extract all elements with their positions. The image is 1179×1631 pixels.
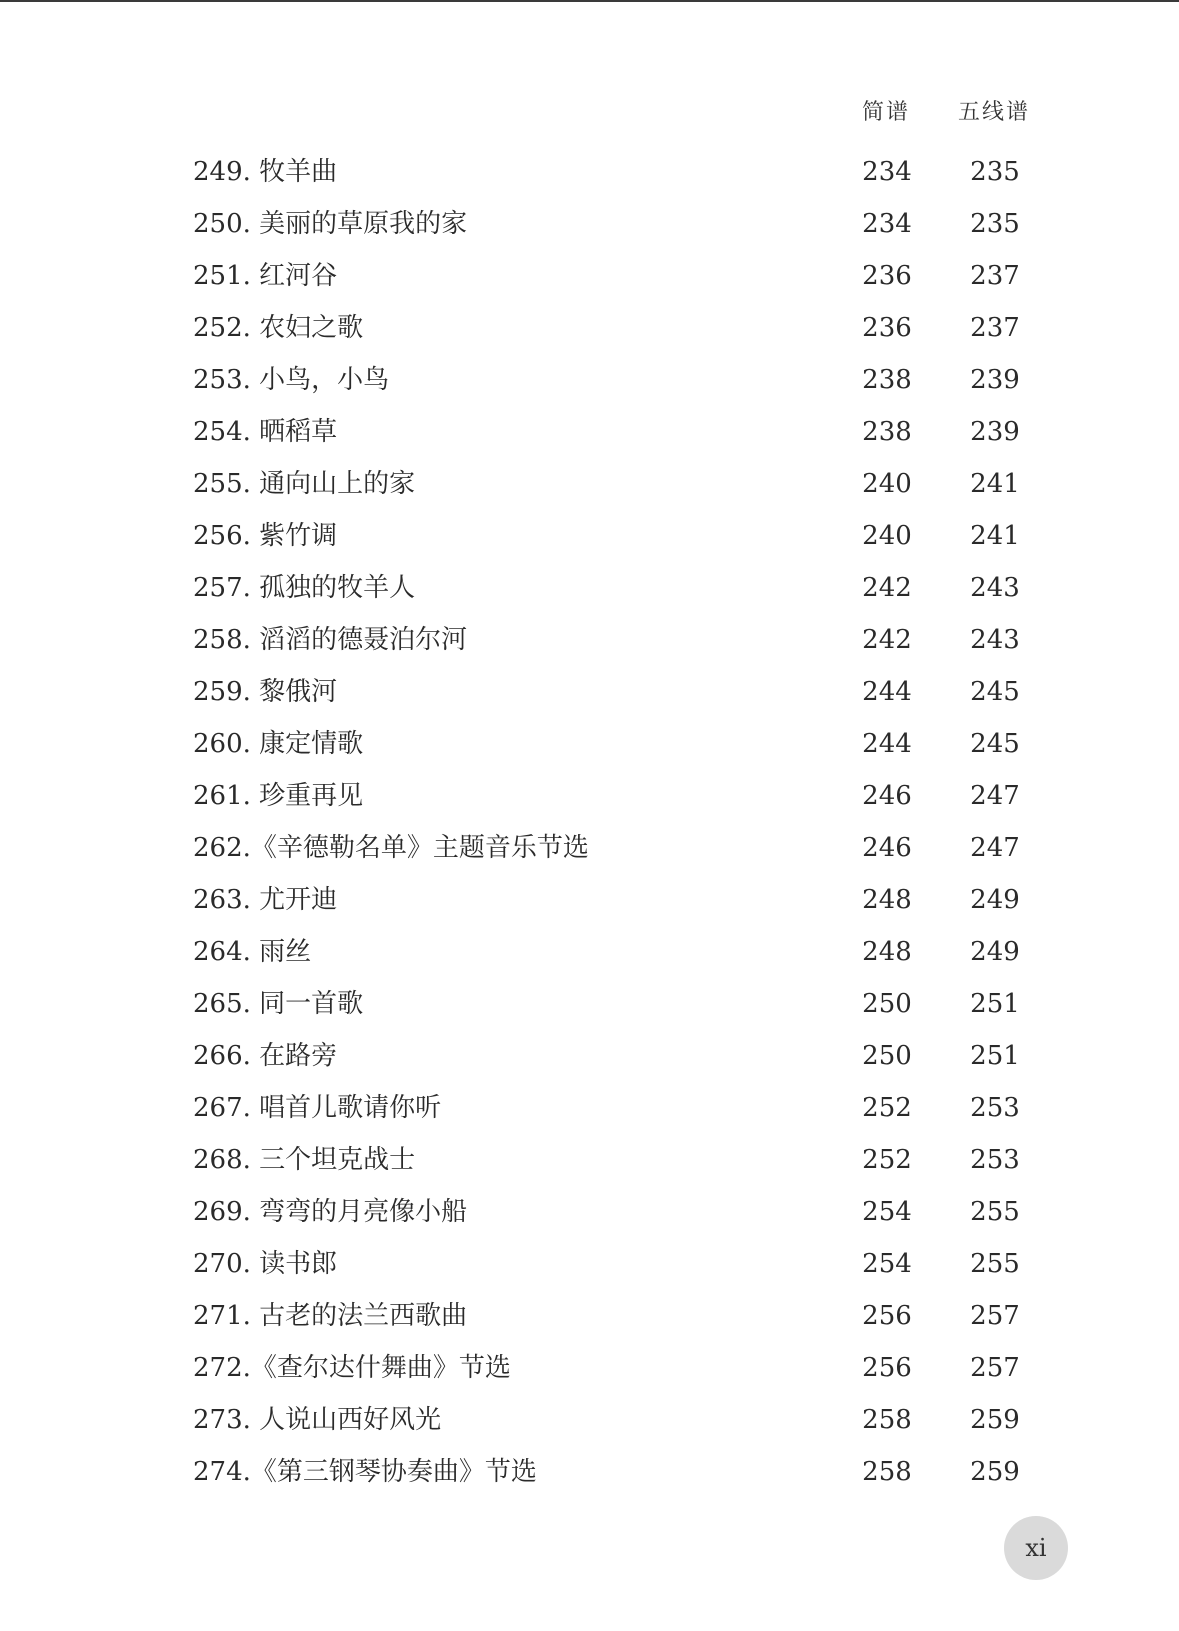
toc-entry-wuxianpu-page: 249 xyxy=(970,885,1020,915)
toc-entry[interactable] xyxy=(0,614,1179,666)
toc-entry[interactable] xyxy=(0,926,1179,978)
toc-entry[interactable] xyxy=(0,978,1179,1030)
toc-entry-title: 256. 紫竹调 xyxy=(193,521,338,551)
toc-entry-wuxianpu-page: 253 xyxy=(970,1093,1020,1123)
column-header-wuxianpu: 五线谱 xyxy=(958,100,1031,125)
toc-entry-title: 249. 牧羊曲 xyxy=(193,157,338,187)
toc-entry-title: 262.《辛德勒名单》主题音乐节选 xyxy=(193,833,589,863)
toc-entry-wuxianpu-page: 237 xyxy=(970,313,1020,343)
toc-entry-wuxianpu-page: 255 xyxy=(970,1197,1020,1227)
toc-entry[interactable] xyxy=(0,250,1179,302)
toc-entry-title: 263. 尤开迪 xyxy=(193,885,338,915)
toc-entry-wuxianpu-page: 259 xyxy=(970,1457,1020,1487)
toc-entry-wuxianpu-page: 251 xyxy=(970,989,1020,1019)
toc-entry[interactable] xyxy=(0,1030,1179,1082)
toc-entry[interactable] xyxy=(0,1446,1179,1498)
toc-entry-jianpu-page: 234 xyxy=(862,157,912,187)
toc-entry-title: 255. 通向山上的家 xyxy=(193,469,416,499)
toc-entry[interactable] xyxy=(0,1134,1179,1186)
toc-entry[interactable] xyxy=(0,874,1179,926)
toc-entry-jianpu-page: 256 xyxy=(862,1301,912,1331)
toc-entry[interactable] xyxy=(0,458,1179,510)
toc-entry-jianpu-page: 236 xyxy=(862,313,912,343)
toc-entry-wuxianpu-page: 255 xyxy=(970,1249,1020,1279)
toc-entry-jianpu-page: 254 xyxy=(862,1249,912,1279)
toc-entry-wuxianpu-page: 251 xyxy=(970,1041,1020,1071)
toc-entry-wuxianpu-page: 243 xyxy=(970,573,1020,603)
toc-entry-title: 253. 小鸟，小鸟 xyxy=(193,365,390,395)
toc-entry-wuxianpu-page: 235 xyxy=(970,157,1020,187)
toc-entry-title: 270. 读书郎 xyxy=(193,1249,338,1279)
toc-entry-title: 257. 孤独的牧羊人 xyxy=(193,573,416,603)
toc-entry[interactable] xyxy=(0,562,1179,614)
toc-entry-jianpu-page: 240 xyxy=(862,469,912,499)
toc-entry[interactable] xyxy=(0,1238,1179,1290)
toc-entry-jianpu-page: 234 xyxy=(862,209,912,239)
toc-entry-title: 252. 农妇之歌 xyxy=(193,313,364,343)
toc-entry-wuxianpu-page: 235 xyxy=(970,209,1020,239)
toc-entry[interactable] xyxy=(0,666,1179,718)
toc-entry-jianpu-page: 244 xyxy=(862,729,912,759)
toc-entry-title: 272.《查尔达什舞曲》节选 xyxy=(193,1353,511,1383)
toc-entry[interactable] xyxy=(0,1394,1179,1446)
toc-entry-jianpu-page: 258 xyxy=(862,1457,912,1487)
toc-entry-jianpu-page: 246 xyxy=(862,781,912,811)
toc-entry-wuxianpu-page: 237 xyxy=(970,261,1020,291)
toc-entry-title: 271. 古老的法兰西歌曲 xyxy=(193,1301,468,1331)
toc-entry-jianpu-page: 250 xyxy=(862,989,912,1019)
toc-entry-title: 267. 唱首儿歌请你听 xyxy=(193,1093,442,1123)
toc-entry-jianpu-page: 244 xyxy=(862,677,912,707)
toc-entry-title: 274.《第三钢琴协奏曲》节选 xyxy=(193,1457,537,1487)
toc-entry-jianpu-page: 242 xyxy=(862,573,912,603)
toc-entry-wuxianpu-page: 249 xyxy=(970,937,1020,967)
toc-entry[interactable] xyxy=(0,1290,1179,1342)
toc-entry-title: 265. 同一首歌 xyxy=(193,989,364,1019)
toc-entry-wuxianpu-page: 257 xyxy=(970,1353,1020,1383)
toc-entry-title: 273. 人说山西好风光 xyxy=(193,1405,442,1435)
toc-entry-jianpu-page: 250 xyxy=(862,1041,912,1071)
toc-entry-wuxianpu-page: 239 xyxy=(970,365,1020,395)
toc-entry-wuxianpu-page: 253 xyxy=(970,1145,1020,1175)
toc-entry[interactable] xyxy=(0,770,1179,822)
toc-entry-wuxianpu-page: 247 xyxy=(970,781,1020,811)
toc-entry-wuxianpu-page: 259 xyxy=(970,1405,1020,1435)
toc-entry-jianpu-page: 238 xyxy=(862,417,912,447)
toc-entry-title: 250. 美丽的草原我的家 xyxy=(193,209,468,239)
toc-entry-jianpu-page: 252 xyxy=(862,1145,912,1175)
top-border-rule xyxy=(0,0,1179,2)
toc-entry-jianpu-page: 248 xyxy=(862,885,912,915)
toc-entry-jianpu-page: 254 xyxy=(862,1197,912,1227)
toc-entry-title: 269. 弯弯的月亮像小船 xyxy=(193,1197,468,1227)
toc-entry[interactable] xyxy=(0,1186,1179,1238)
toc-entry-title: 251. 红河谷 xyxy=(193,261,338,291)
column-headers xyxy=(0,96,1179,130)
toc-entry[interactable] xyxy=(0,510,1179,562)
toc-entry-title: 261. 珍重再见 xyxy=(193,781,364,811)
toc-entry-title: 260. 康定情歌 xyxy=(193,729,364,759)
toc-entry-jianpu-page: 248 xyxy=(862,937,912,967)
toc-entry-wuxianpu-page: 245 xyxy=(970,677,1020,707)
toc-entry-title: 254. 晒稻草 xyxy=(193,417,338,447)
toc-entry[interactable] xyxy=(0,146,1179,198)
toc-entry[interactable] xyxy=(0,354,1179,406)
toc-entry-title: 264. 雨丝 xyxy=(193,937,312,967)
toc-entry-jianpu-page: 246 xyxy=(862,833,912,863)
toc-entry-title: 268. 三个坦克战士 xyxy=(193,1145,416,1175)
column-header-jianpu: 简谱 xyxy=(862,100,911,125)
toc-entry-jianpu-page: 240 xyxy=(862,521,912,551)
toc-entry-jianpu-page: 258 xyxy=(862,1405,912,1435)
toc-entry-jianpu-page: 256 xyxy=(862,1353,912,1383)
toc-entry[interactable] xyxy=(0,1082,1179,1134)
toc-entry-wuxianpu-page: 241 xyxy=(970,521,1020,551)
toc-entry[interactable] xyxy=(0,406,1179,458)
toc-entry-wuxianpu-page: 257 xyxy=(970,1301,1020,1331)
toc-entry-wuxianpu-page: 241 xyxy=(970,469,1020,499)
toc-entry-jianpu-page: 252 xyxy=(862,1093,912,1123)
toc-entry[interactable] xyxy=(0,718,1179,770)
table-of-contents-list xyxy=(0,146,1179,1498)
toc-entry-wuxianpu-page: 243 xyxy=(970,625,1020,655)
page-number-badge: xi xyxy=(1004,1516,1068,1580)
toc-entry[interactable] xyxy=(0,1342,1179,1394)
toc-entry-wuxianpu-page: 247 xyxy=(970,833,1020,863)
toc-entry-wuxianpu-page: 239 xyxy=(970,417,1020,447)
toc-entry-title: 266. 在路旁 xyxy=(193,1041,338,1071)
toc-entry[interactable] xyxy=(0,302,1179,354)
toc-entry-jianpu-page: 236 xyxy=(862,261,912,291)
toc-entry[interactable] xyxy=(0,198,1179,250)
toc-entry-title: 258. 滔滔的德聂泊尔河 xyxy=(193,625,468,655)
toc-entry-title: 259. 黎俄河 xyxy=(193,677,338,707)
toc-entry-jianpu-page: 242 xyxy=(862,625,912,655)
toc-entry-jianpu-page: 238 xyxy=(862,365,912,395)
toc-entry[interactable] xyxy=(0,822,1179,874)
toc-entry-wuxianpu-page: 245 xyxy=(970,729,1020,759)
